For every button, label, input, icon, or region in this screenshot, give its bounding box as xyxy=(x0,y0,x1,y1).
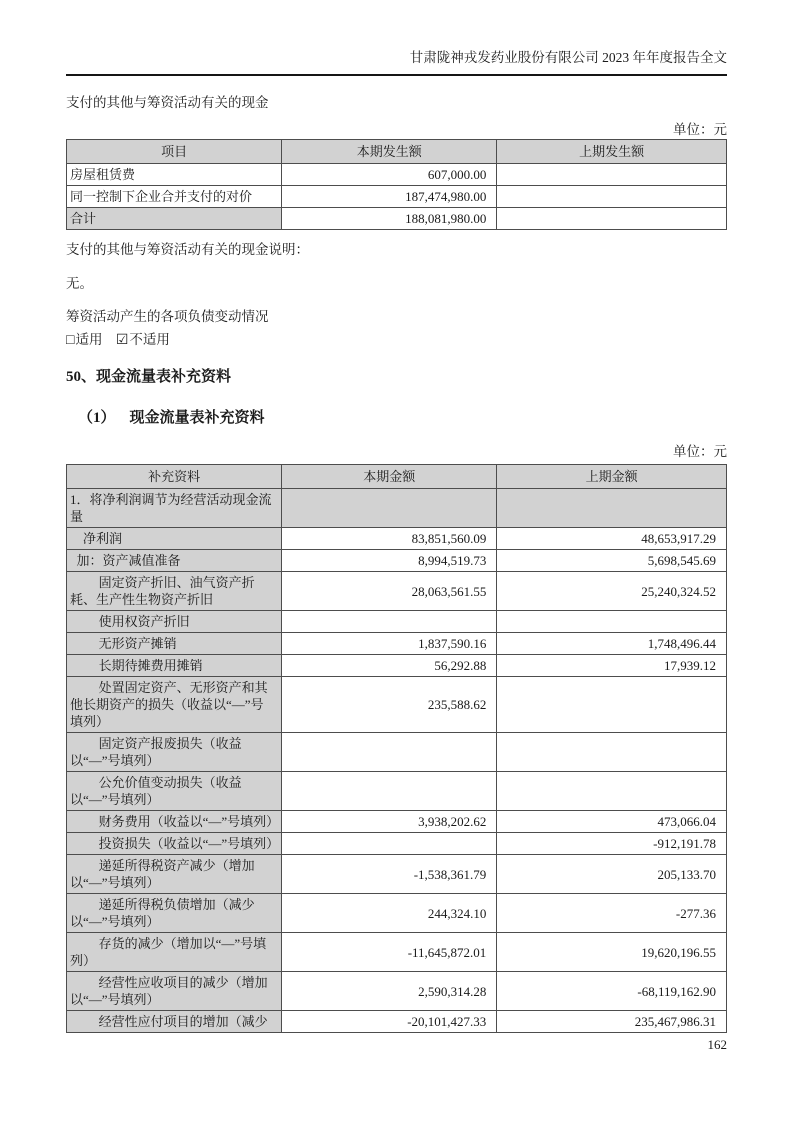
table-row xyxy=(67,855,727,894)
table-header-row xyxy=(67,465,727,489)
prior-amount-cell: 25,240,324.52 xyxy=(497,572,727,611)
section-50-1-subheading xyxy=(78,410,727,427)
prior-amount-cell xyxy=(497,733,727,772)
row-label-cell: 同一控制下企业合并支付的对价 xyxy=(67,186,282,208)
prior-amount-cell: -277.36 xyxy=(497,894,727,933)
current-amount-cell xyxy=(282,611,497,633)
current-amount-cell: -20,101,427.33 xyxy=(282,1011,497,1033)
current-amount-cell: 3,938,202.62 xyxy=(282,811,497,833)
current-amount-cell xyxy=(282,733,497,772)
current-amount-cell: 1,837,590.16 xyxy=(282,633,497,655)
prior-amount-cell: 19,620,196.55 xyxy=(497,933,727,972)
prior-amount-cell: 1,748,496.44 xyxy=(497,633,727,655)
row-label-cell: 合计 xyxy=(67,208,282,230)
financing-cash-note-value: 无。 xyxy=(66,276,93,291)
row-label-cell: 1．将净利润调节为经营活动现金流量 xyxy=(67,489,282,528)
current-amount-cell xyxy=(282,833,497,855)
prior-amount-cell: 235,467,986.31 xyxy=(497,1011,727,1033)
row-label-cell: 无形资产摊销 xyxy=(67,633,282,655)
prior-amount-cell: 205,133.70 xyxy=(497,855,727,894)
prior-amount-cell: -68,119,162.90 xyxy=(497,972,727,1011)
subheading-number: （1） xyxy=(78,410,116,426)
row-label-cell: 净利润 xyxy=(67,528,282,550)
prior-amount-cell: 473,066.04 xyxy=(497,811,727,833)
prior-amount-cell: 48,653,917.29 xyxy=(497,528,727,550)
current-amount-cell: 244,324.10 xyxy=(282,894,497,933)
row-label-cell: 固定资产报废损失（收益以“—”号填列） xyxy=(67,733,282,772)
current-amount-cell: 188,081,980.00 xyxy=(282,208,497,230)
table-row xyxy=(67,633,727,655)
row-label-cell: 使用权资产折旧 xyxy=(67,611,282,633)
applicability-options xyxy=(66,332,727,348)
report-header-title: 甘肃陇神戎发药业股份有限公司 2023 年年度报告全文 xyxy=(409,50,727,65)
table-row xyxy=(67,933,727,972)
table-row xyxy=(67,677,727,733)
unit-label-financing: 单位：元 xyxy=(673,122,727,137)
row-label-cell: 长期待摊费用摊销 xyxy=(67,655,282,677)
row-label-cell: 加：资产减值准备 xyxy=(67,550,282,572)
table-row xyxy=(67,894,727,933)
row-label-cell: 固定资产折旧、油气资产折耗、生产性生物资产折旧 xyxy=(67,572,282,611)
prior-amount-cell xyxy=(497,772,727,811)
column-header: 上期金额 xyxy=(497,465,727,489)
prior-amount-cell xyxy=(497,611,727,633)
current-amount-cell xyxy=(282,489,497,528)
other-financing-cash-table xyxy=(66,139,727,230)
column-header: 项目 xyxy=(67,140,282,164)
checkbox-checked-icon: ☑ xyxy=(115,333,129,348)
liabilities-change-title: 筹资活动产生的各项负债变动情况 xyxy=(66,309,269,324)
table-row xyxy=(67,811,727,833)
table-row xyxy=(67,208,727,230)
prior-amount-cell: 5,698,545.69 xyxy=(497,550,727,572)
option-not-applicable-label: 不适用 xyxy=(129,332,170,347)
page-header xyxy=(66,0,727,76)
current-amount-cell: 83,851,560.09 xyxy=(282,528,497,550)
option-applicable-label: 适用 xyxy=(75,332,103,347)
current-amount-cell: 56,292.88 xyxy=(282,655,497,677)
row-label-cell: 财务费用（收益以“—”号填列） xyxy=(67,811,282,833)
table-row xyxy=(67,655,727,677)
row-label-cell: 经营性应付项目的增加（减少 xyxy=(67,1011,282,1033)
table-row xyxy=(67,550,727,572)
unit-label-supplement: 单位：元 xyxy=(673,444,727,459)
cash-flow-supplement-table xyxy=(66,464,727,1033)
current-amount-cell: 2,590,314.28 xyxy=(282,972,497,1011)
subheading-label: 现金流量表补充资料 xyxy=(129,410,265,426)
row-label-cell: 递延所得税资产减少（增加以“—”号填列） xyxy=(67,855,282,894)
row-label-cell: 房屋租赁费 xyxy=(67,164,282,186)
table-row xyxy=(67,164,727,186)
prior-amount-cell xyxy=(497,489,727,528)
financing-cash-note-label: 支付的其他与筹资活动有关的现金说明： xyxy=(66,242,309,257)
row-label-cell: 存货的减少（增加以“—”号填列） xyxy=(67,933,282,972)
prior-amount-cell xyxy=(497,186,727,208)
prior-amount-cell xyxy=(497,677,727,733)
prior-amount-cell xyxy=(497,164,727,186)
current-amount-cell: 607,000.00 xyxy=(282,164,497,186)
table-row xyxy=(67,572,727,611)
table-header-row xyxy=(67,140,727,164)
current-amount-cell: -11,645,872.01 xyxy=(282,933,497,972)
table-row xyxy=(67,186,727,208)
option-not-applicable[interactable] xyxy=(116,332,170,347)
prior-amount-cell: -912,191.78 xyxy=(497,833,727,855)
page-content xyxy=(66,95,727,1033)
current-amount-cell: -1,538,361.79 xyxy=(282,855,497,894)
option-applicable[interactable] xyxy=(66,332,102,347)
current-amount-cell: 8,994,519.73 xyxy=(282,550,497,572)
row-label-cell: 投资损失（收益以“—”号填列） xyxy=(67,833,282,855)
table-row xyxy=(67,489,727,528)
column-header: 上期发生额 xyxy=(497,140,727,164)
other-financing-cash-title: 支付的其他与筹资活动有关的现金 xyxy=(66,95,269,110)
page-number: 162 xyxy=(707,1037,727,1052)
current-amount-cell: 187,474,980.00 xyxy=(282,186,497,208)
table-row xyxy=(67,972,727,1011)
column-header: 本期发生额 xyxy=(282,140,497,164)
row-label-cell: 经营性应收项目的减少（增加以“—”号填列） xyxy=(67,972,282,1011)
table-row xyxy=(67,611,727,633)
row-label-cell: 处置固定资产、无形资产和其他长期资产的损失（收益以“—”号填列） xyxy=(67,677,282,733)
checkbox-unchecked-icon: □ xyxy=(66,333,75,348)
column-header: 补充资料 xyxy=(67,465,282,489)
current-amount-cell: 235,588.62 xyxy=(282,677,497,733)
table-row xyxy=(67,772,727,811)
current-amount-cell xyxy=(282,772,497,811)
table-row xyxy=(67,833,727,855)
prior-amount-cell xyxy=(497,208,727,230)
table-row xyxy=(67,528,727,550)
table-row xyxy=(67,1011,727,1033)
prior-amount-cell: 17,939.12 xyxy=(497,655,727,677)
column-header: 本期金额 xyxy=(282,465,497,489)
row-label-cell: 公允价值变动损失（收益以“—”号填列） xyxy=(67,772,282,811)
section-50-heading: 50、现金流量表补充资料 xyxy=(66,369,232,385)
row-label-cell: 递延所得税负债增加（减少以“—”号填列） xyxy=(67,894,282,933)
current-amount-cell: 28,063,561.55 xyxy=(282,572,497,611)
table-row xyxy=(67,733,727,772)
